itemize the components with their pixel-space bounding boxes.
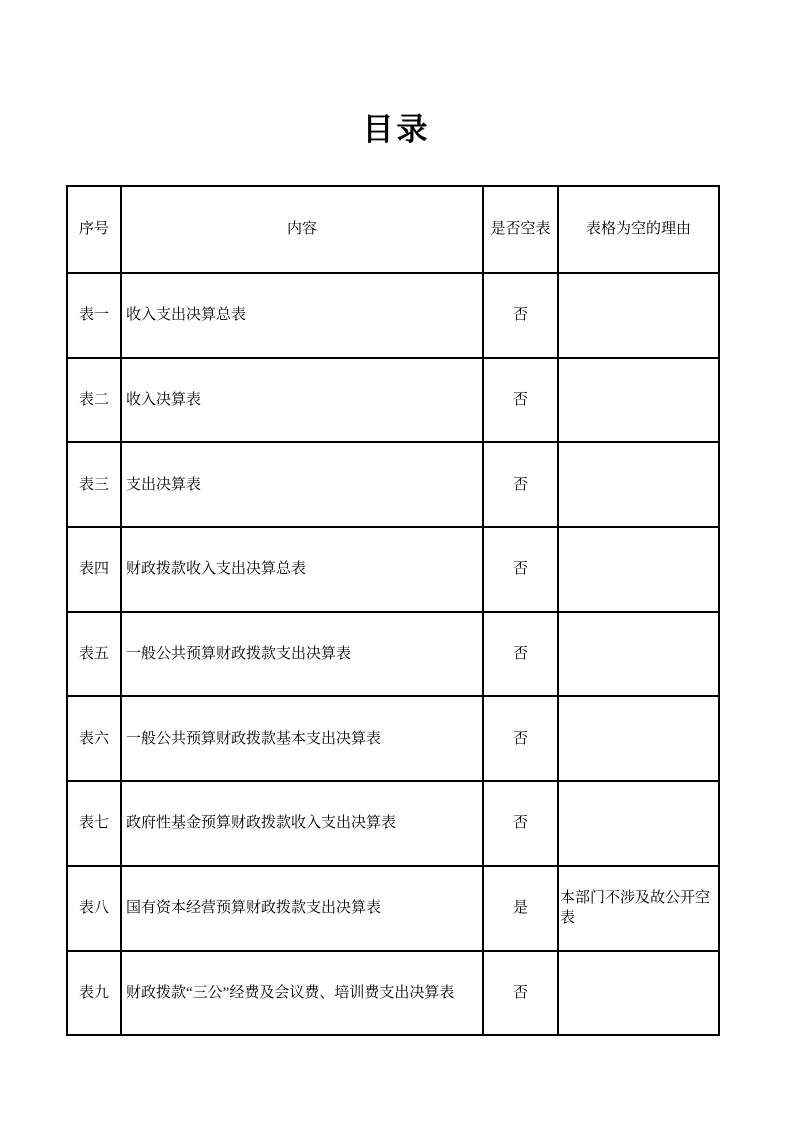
table-row	[67, 442, 719, 527]
table-row	[67, 527, 719, 612]
row-no-cell: 表四	[67, 527, 121, 612]
row-content-cell: 财政拨款“三公”经费及会议费、培训费支出决算表	[121, 951, 483, 1036]
header-cell-content: 内容	[121, 186, 483, 273]
row-no-cell: 表九	[67, 951, 121, 1036]
row-no-cell: 表七	[67, 781, 121, 866]
header-cell-empty: 是否空表	[483, 186, 558, 273]
row-reason-cell	[558, 273, 719, 358]
row-reason-cell	[558, 527, 719, 612]
row-empty-cell: 否	[483, 951, 558, 1036]
row-content-cell: 一般公共预算财政拨款基本支出决算表	[121, 696, 483, 781]
row-content-cell: 支出决算表	[121, 442, 483, 527]
row-reason-cell: 本部门不涉及故公开空表	[558, 866, 719, 951]
row-content-cell: 政府性基金预算财政拨款收入支出决算表	[121, 781, 483, 866]
table-row	[67, 612, 719, 697]
row-reason-cell	[558, 781, 719, 866]
row-content-cell: 收入支出决算总表	[121, 273, 483, 358]
table-row	[67, 358, 719, 443]
table-body	[67, 273, 719, 1035]
row-empty-cell: 否	[483, 442, 558, 527]
row-empty-cell: 否	[483, 781, 558, 866]
table-row	[67, 273, 719, 358]
row-empty-cell: 否	[483, 273, 558, 358]
toc-table	[66, 185, 720, 1036]
row-no-cell: 表三	[67, 442, 121, 527]
row-content-cell: 财政拨款收入支出决算总表	[121, 527, 483, 612]
row-empty-cell: 是	[483, 866, 558, 951]
row-no-cell: 表六	[67, 696, 121, 781]
row-reason-cell	[558, 951, 719, 1036]
row-content-cell: 收入决算表	[121, 358, 483, 443]
table-row	[67, 951, 719, 1036]
row-empty-cell: 否	[483, 696, 558, 781]
header-cell-reason: 表格为空的理由	[558, 186, 719, 273]
row-reason-cell	[558, 612, 719, 697]
row-no-cell: 表二	[67, 358, 121, 443]
header-cell-no: 序号	[67, 186, 121, 273]
table-row	[67, 866, 719, 951]
table-row	[67, 696, 719, 781]
page-title: 目录	[362, 112, 431, 147]
row-no-cell: 表五	[67, 612, 121, 697]
row-empty-cell: 否	[483, 527, 558, 612]
row-empty-cell: 否	[483, 612, 558, 697]
table-header-row	[67, 186, 719, 273]
row-no-cell: 表一	[67, 273, 121, 358]
row-reason-cell	[558, 442, 719, 527]
row-empty-cell: 否	[483, 358, 558, 443]
row-content-cell: 一般公共预算财政拨款支出决算表	[121, 612, 483, 697]
row-reason-cell	[558, 358, 719, 443]
row-reason-cell	[558, 696, 719, 781]
table-row	[67, 781, 719, 866]
row-content-cell: 国有资本经营预算财政拨款支出决算表	[121, 866, 483, 951]
row-no-cell: 表八	[67, 866, 121, 951]
